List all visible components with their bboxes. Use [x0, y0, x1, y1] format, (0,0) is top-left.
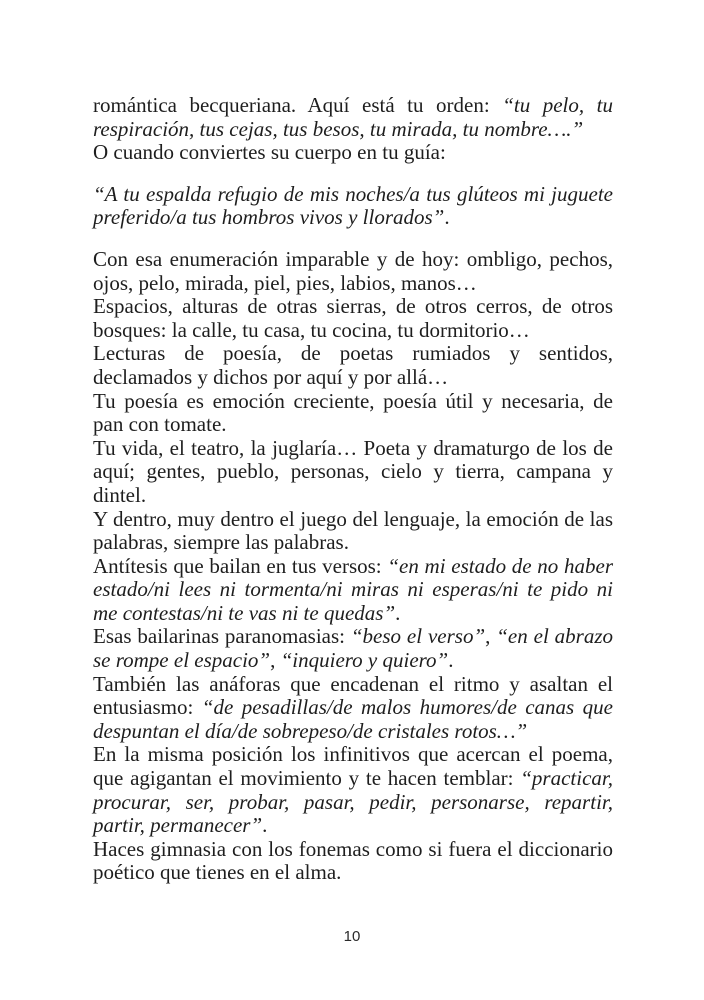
paragraph	[93, 342, 613, 389]
paragraph	[93, 141, 613, 165]
body-text: .	[444, 205, 450, 230]
body-text: .	[448, 648, 454, 673]
paragraph	[93, 673, 613, 744]
paragraph	[93, 437, 613, 508]
paragraph	[93, 508, 613, 555]
quote-text: “en el abrazo se rompe el espacio”	[93, 624, 613, 673]
paragraph	[93, 295, 613, 342]
body-text: Lecturas de poesía, de poetas rumiados y sentidos, declamados y dichos por aquí y por allá…	[93, 341, 613, 389]
body-text: Espacios, alturas de otras sierras, de otros cerros, de otros bosques: la calle, tu casa, tu cocina, tu dormitorio…	[93, 294, 613, 342]
quote-text: “en mi estado de no haber estado/ni lees ni tormenta/ni miras ni esperas/ni te pido ni me contestas/ni te vas ni te quedas”	[93, 553, 613, 625]
body-text: En la misma posición los infinitivos que acercan el poema, que agigantan el movimiento y te hacen temblar:	[93, 742, 613, 791]
paragraph	[93, 248, 613, 295]
body-text: ,	[485, 624, 497, 649]
body-text: Con esa enumeración imparable y de hoy: ombligo, pechos, ojos, pelo, mirada, piel, pies, labios, manos…	[93, 246, 613, 295]
quote-text: “de pesadillas/de malos humores/de canas que despuntan el día/de sobrepeso/de cristales rotos…”	[93, 695, 613, 743]
paragraph	[93, 743, 613, 837]
quote-text: “tu pelo, tu respiración, tus cejas, tus besos, tu mirada, tu nombre….”	[93, 93, 613, 141]
body-text: Esas bailarinas paranomasias:	[93, 624, 351, 649]
body-text: .	[395, 600, 401, 625]
page-text	[93, 94, 613, 885]
body-text: Antítesis que bailan en tus versos:	[93, 553, 388, 578]
body-text: ,	[270, 648, 281, 673]
body-text: Haces gimnasia con los fonemas como si fuera el diccionario poético que tienes en el alma.	[93, 836, 613, 885]
body-text: Y dentro, muy dentro el juego del lenguaje, la emoción de las palabras, siempre las palabras.	[93, 506, 613, 555]
quote-text: “practicar, procurar, ser, probar, pasar, pedir, personarse, repartir, partir, permanecer”	[93, 766, 613, 838]
body-text: Tu vida, el teatro, la juglaría… Poeta y dramaturgo de los de aquí; gentes, pueblo, personas, cielo y tierra, campana y dintel.	[93, 435, 613, 507]
paragraph	[93, 390, 613, 437]
paragraph	[93, 94, 613, 141]
page-number: 10	[343, 928, 361, 945]
body-text: Tu poesía es emoción creciente, poesía útil y necesaria, de pan con tomate.	[93, 388, 613, 437]
quote-text: “A tu espalda refugio de mis noches/a tus glúteos mi juguete preferido/a tus hombros vivos y llorados”	[93, 181, 613, 230]
paragraph	[93, 183, 613, 230]
paragraph	[93, 625, 613, 672]
quote-text: “inquiero y quiero”	[280, 648, 449, 673]
body-text: .	[262, 813, 268, 838]
body-text: También las anáforas que encadenan el ritmo y asaltan el entusiasmo:	[93, 671, 613, 720]
body-text: O cuando conviertes su cuerpo en tu guía:	[93, 140, 446, 165]
body-text: romántica becqueriana. Aquí está tu orden:	[93, 93, 503, 117]
paragraph	[93, 555, 613, 626]
quote-text: “beso el verso”	[350, 624, 486, 649]
paragraph	[93, 838, 613, 885]
